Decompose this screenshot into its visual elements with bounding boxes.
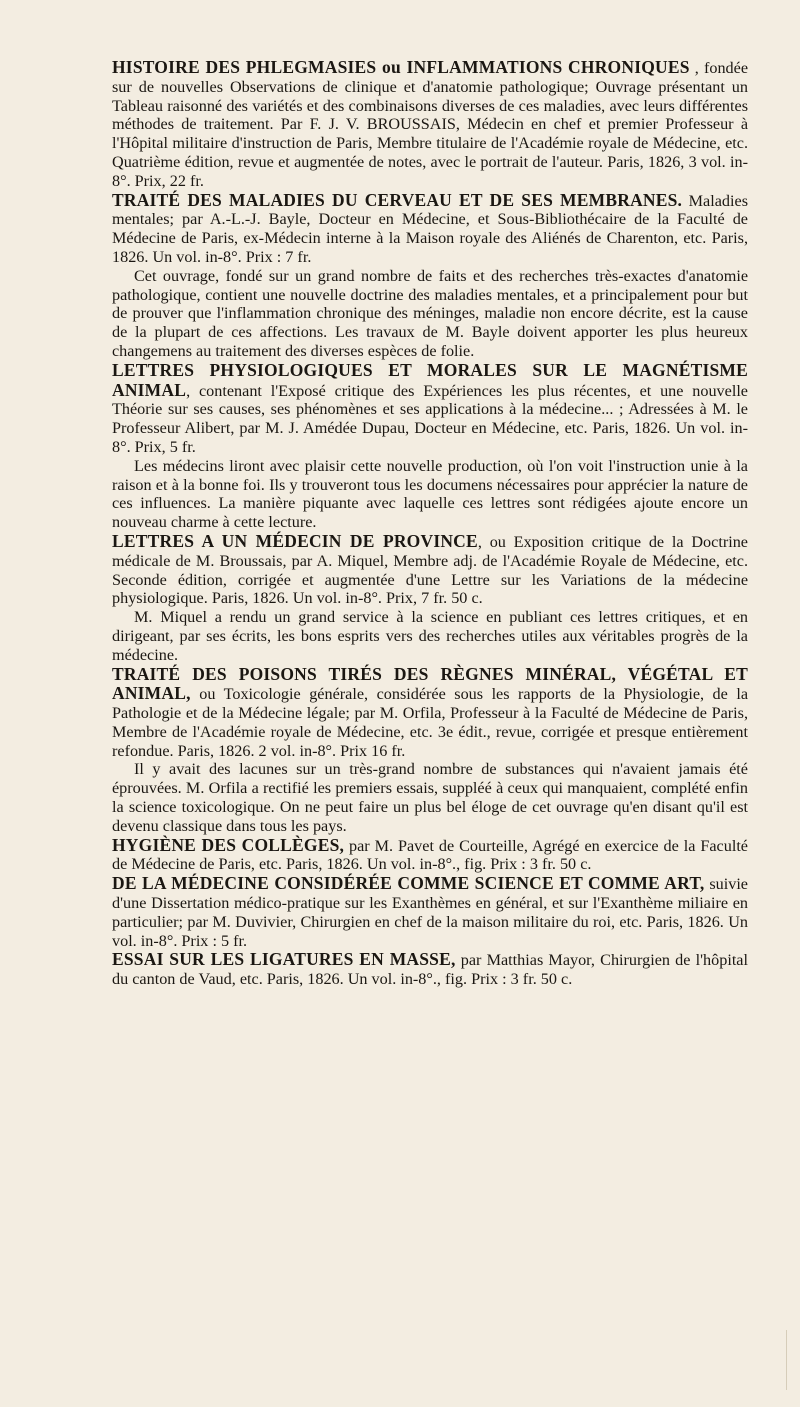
entry-heading <box>112 191 748 267</box>
entry-details: , ou Exposition critique de la Doctrine médicale de M. Broussais, par A. Miquel, Membre adj. de l'Académie Royale de Médecine, etc. Seconde édition, corrigée et augmentée d'une Lettre sur les Variations de la médecine physiologique. Paris, 1826. Un vol. in-8°. Prix, 7 fr. 50 c. <box>112 532 748 608</box>
entry-details: , contenant l'Exposé critique des Expériences les plus récentes, et une nouvelle Théorie sur ses causes, ses phénomènes et ses applications à la médecine... ; Adressées à M. le Professeur Alibert, par M. J. Amédée Dupau, Docteur en Médecine, etc. Paris, 1826. Un vol. in-8°. Prix, 5 fr. <box>112 381 748 456</box>
entry-review: M. Miquel a rendu un grand service à la science en publiant ces lettres critiques, et en dirigeant, par ses écrits, les bons esprits vers des recherches utiles aux véritables progrès de la médecine. <box>112 608 748 664</box>
entry-heading <box>112 361 748 457</box>
entry-title: TRAITÉ DES POISONS TIRÉS DES RÈGNES MINÉRAL, VÉGÉTAL ET ANIMAL, <box>112 663 748 704</box>
entry-title: ESSAI SUR LES LIGATURES EN MASSE, <box>112 949 456 970</box>
entry-review: Cet ouvrage, fondé sur un grand nombre de faits et des recherches très-exactes d'anatomie pathologique, contient une nouvelle doctrine des maladies mentales, et a principalement pour but de prouver que l'inflammation chronique des méninges, maladie non encore décrite, est la cause de la plupart de ces affections. Les travaux de M. Bayle doivent apporter les plus heureux changemens au traitement des diverses espèces de folie. <box>112 266 748 360</box>
entry-review: Les médecins liront avec plaisir cette nouvelle production, où l'on voit l'instruction unie à la raison et à la bonne foi. Ils y trouveront tous les documens nécessaires pour apprécier la nature de ces influences. La manière piquante avec laquelle ces lettres sont rédigées ajoute encore un nouveau charme à cette lecture. <box>112 456 748 532</box>
entry-heading <box>112 665 748 761</box>
entry-review: Il y avait des lacunes sur un très-grand nombre de substances qui n'avaient jamais été éprouvées. M. Orfila a rectifié les premiers essais, suppléé à ceux qui manquaient, complété enfin la science toxicologique. On ne peut faire un plus bel éloge de cet ouvrage qu'en disant qu'il est devenu classique dans tous les pays. <box>112 760 748 835</box>
entry-heading <box>112 58 748 191</box>
catalog-entry-ligatures <box>112 950 748 989</box>
entry-title: HISTOIRE DES PHLEGMASIES ou INFLAMMATIONS CHRONIQUES <box>112 57 690 77</box>
entry-heading <box>112 950 748 989</box>
catalog-entry-lettres-medecin <box>112 532 748 665</box>
entry-details: , fondée sur de nouvelles Observations de clinique et d'anatomie pathologique; Ouvrage présentant un Tableau raisonné des variétés et des combinaisons diverses de ces maladies, avec leurs différentes méthodes de traitement. Par F. J. V. BROUSSAIS, Médecin en chef et premier Professeur à l'Hôpital militaire d'instruction de Paris, Membre titulaire de l'Académie royale de Médecine, etc. Quatrième édition, revue et augmentée de notes, avec le portrait de l'auteur. Paris, 1826, 3 vol. in-8°. Prix, 22 fr. <box>112 59 749 190</box>
catalog-entry-magnetisme <box>112 361 748 532</box>
catalog-entry-medecine-science <box>112 874 748 950</box>
entry-title: LETTRES PHYSIOLOGIQUES ET MORALES SUR LE MAGNÉTISME ANIMAL <box>112 359 748 400</box>
entry-details: suivie d'une Dissertation médico-pratique sur les Exanthèmes en général, et sur l'Exanthème miliaire en particulier; par M. Duvivier, Chirurgien en chef de la maison militaire du roi, etc. Paris, 1826. Un vol. in-8°. Prix : 5 fr. <box>112 875 748 950</box>
entry-details: Maladies mentales; par A.-L.-J. Bayle, Docteur en Médecine, et Sous-Bibliothécaire de la Faculté de Médecine de Paris, ex-Médecin interne à la Maison royale des Aliénés de Charenton, etc. Paris, 1826. Un vol. in-8°. Prix : 7 fr. <box>112 191 748 266</box>
catalog-entry-maladies-cerveau <box>112 191 748 361</box>
entry-title: DE LA MÉDECINE CONSIDÉRÉE COMME SCIENCE ET COMME ART, <box>112 873 705 894</box>
page-edge-mark <box>780 1330 787 1390</box>
entry-heading <box>112 836 748 875</box>
entry-details: par Matthias Mayor, Chirurgien de l'hôpital du canton de Vaud, etc. Paris, 1826. Un vol. in-8°., fig. Prix : 3 fr. 50 c. <box>112 951 748 989</box>
entry-details: ou Toxicologie générale, considérée sous les rapports de la Physiologie, de la Pathologie et de la Médecine légale; par M. Orfila, Professeur à la Faculté de Médecine de Paris, Membre de l'Académie royale de Médecine, etc. 3e édit., revue, corrigée et presque entièrement refondue. Paris, 1826. 2 vol. in-8°. Prix 16 fr. <box>112 685 749 760</box>
catalog-entry-phlegmasies <box>112 58 748 191</box>
entry-details: par M. Pavet de Courteille, Agrégé en exercice de la Faculté de Médecine de Paris, etc. Paris, 1826. Un vol. in-8°., fig. Prix : 3 fr. 50 c. <box>112 836 748 874</box>
entry-title: TRAITÉ DES MALADIES DU CERVEAU ET DE SES MEMBRANES. <box>112 189 683 210</box>
entry-heading <box>112 532 748 608</box>
entry-title: LETTRES A UN MÉDECIN DE PROVINCE <box>112 530 478 551</box>
entry-title: HYGIÈNE DES COLLÈGES, <box>112 834 345 855</box>
entry-heading <box>112 874 748 950</box>
catalog-entry-poisons <box>112 665 748 836</box>
catalog-entry-hygiene-colleges <box>112 836 748 875</box>
